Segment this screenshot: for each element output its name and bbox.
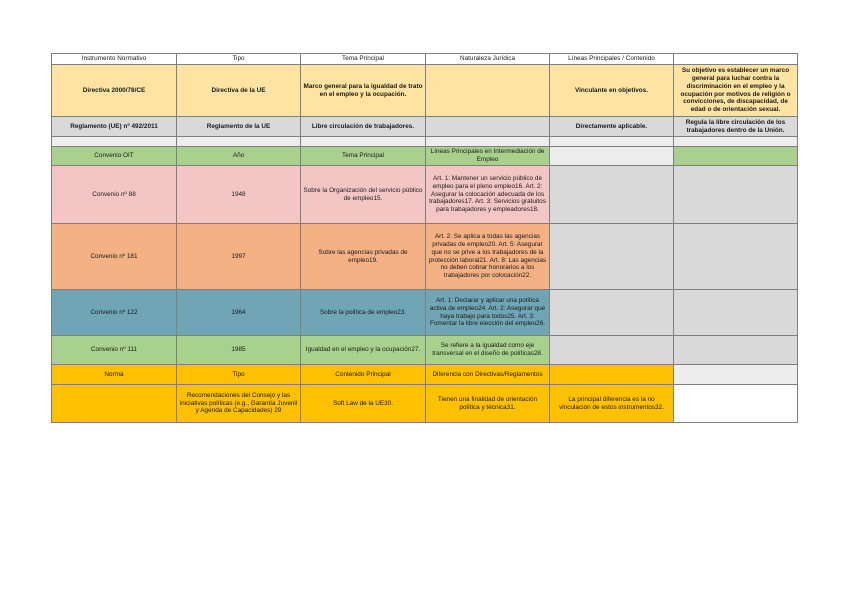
header-cell-instrumento: Instrumento Normativo: [52, 54, 177, 65]
table-row: [52, 290, 798, 336]
norma-header-cell: Tipo: [177, 365, 301, 385]
header-row: [52, 54, 798, 65]
oit-header-cell: [674, 147, 798, 166]
header-cell-empty: [674, 54, 798, 65]
topic-cell: Sobre la política de empleo23.: [301, 290, 426, 336]
content-cell: Regula la libre circulación de los trabajadores dentro de la Unión.: [674, 117, 798, 137]
table-row: [52, 385, 798, 423]
lines-cell: Art. 1: Declarar y aplicar una política activa de empleo24. Art. 2: Asegurar que haya trabajo para todos25. Art. 3: Fomentar la libre elección del empleo26.: [426, 290, 550, 336]
convention-name-cell: Convenio nº 111: [52, 336, 177, 365]
header-cell-tema: Tema Principal: [301, 54, 426, 65]
header-cell-tipo: Tipo: [177, 54, 301, 65]
type-cell: Reglamento de la UE: [177, 117, 301, 137]
topic-cell: Sobre las agencias privadas de empleo19.: [301, 224, 426, 290]
norma-header-cell: Contenido Principal: [301, 365, 426, 385]
empty-cell: [301, 137, 426, 147]
norm-name-cell: [52, 385, 177, 423]
convention-name-cell: Convenio nº 181: [52, 224, 177, 290]
norm-type-cell: Recomendaciones del Consejo y las iniciativas políticas (e.g., Garantía Juvenil y Agenda de Capacidades) 29: [177, 385, 301, 423]
lines-cell: Art. 2: Se aplica a todas las agencias privadas de empleo20. Art. 5: Asegurar que no se prive a los trabajadores de la protección laboral21. Art. 8: Las agencias no deben cobrar honorarios a los trabajadores por colocación22.: [426, 224, 550, 290]
empty-cell: [177, 137, 301, 147]
oit-header-cell: Líneas Principales en Intermediación de Empleo: [426, 147, 550, 166]
oit-header-cell: Tema Principal: [301, 147, 426, 166]
norma-header-row: [52, 365, 798, 385]
empty-cell: [52, 137, 177, 147]
topic-cell: Marco general para la igualdad de trato en el empleo y la ocupación.: [301, 65, 426, 117]
empty-cell: [674, 224, 798, 290]
header-cell-naturaleza: Naturaleza Jurídica: [426, 54, 550, 65]
instrument-cell: Directiva 2000/78/CE: [52, 65, 177, 117]
convention-name-cell: Convenio nº 88: [52, 166, 177, 224]
topic-cell: Igualdad en el empleo y la ocupación27.: [301, 336, 426, 365]
empty-cell: [674, 385, 798, 423]
oit-header-row: [52, 147, 798, 166]
empty-cell: [674, 336, 798, 365]
convention-name-cell: Convenio nº 122: [52, 290, 177, 336]
empty-cell: [674, 166, 798, 224]
table-row: [52, 224, 798, 290]
empty-cell: [550, 224, 674, 290]
empty-cell: [550, 137, 674, 147]
table-row: [52, 166, 798, 224]
type-cell: Directiva de la UE: [177, 65, 301, 117]
spacer-row: [52, 137, 798, 147]
topic-cell: Libre circulación de trabajadores.: [301, 117, 426, 137]
nature-cell: [426, 117, 550, 137]
lines-cell: Directamente aplicable.: [550, 117, 674, 137]
empty-cell: [550, 147, 674, 166]
oit-header-cell: Convenio OIT: [52, 147, 177, 166]
lines-cell: Se refiere a la igualdad como eje transversal en el diseño de políticas28.: [426, 336, 550, 365]
content-cell: Su objetivo es establecer un marco general para luchar contra la discriminación en el empleo y la ocupación por motivos de religión o convicciones, de discapacidad, de edad o de orientación sexual.: [674, 65, 798, 117]
lines-cell: Art. 1: Mantener un servicio público de empleo para el pleno empleo16. Art. 2: Asegurar la colocación adecuada de los trabajadores17. Art. 3: Servicios gratuitos para trabajadores y empleadores18.: [426, 166, 550, 224]
header-cell-lineas: Líneas Principales / Contenido: [550, 54, 674, 65]
legal-instruments-table: [51, 53, 798, 423]
empty-cell: [550, 166, 674, 224]
empty-cell: [674, 137, 798, 147]
year-cell: 1964: [177, 290, 301, 336]
norma-header-cell: Norma: [52, 365, 177, 385]
empty-cell: [674, 290, 798, 336]
nature-cell: [426, 65, 550, 117]
norma-header-cell: Diferencia con Directivas/Reglamentos: [426, 365, 550, 385]
empty-cell: [550, 290, 674, 336]
lines-cell: Vinculante en objetivos.: [550, 65, 674, 117]
oit-header-cell: Año: [177, 147, 301, 166]
year-cell: 1948: [177, 166, 301, 224]
year-cell: 1985: [177, 336, 301, 365]
instrument-cell: Reglamento (UE) nº 492/2011: [52, 117, 177, 137]
norma-header-cell: [550, 365, 674, 385]
norm-difference-cell: Tienen una finalidad de orientación política y técnica31.: [426, 385, 550, 423]
table-row: [52, 117, 798, 137]
empty-cell: [674, 365, 798, 385]
table-row: [52, 65, 798, 117]
year-cell: 1997: [177, 224, 301, 290]
norm-main-difference-cell: La principal diferencia es la no vinculación de estos instrumentos32.: [550, 385, 674, 423]
topic-cell: Sobre la Organización del servicio público de empleo15.: [301, 166, 426, 224]
table-row: [52, 336, 798, 365]
empty-cell: [426, 137, 550, 147]
norm-content-cell: Soft Law de la UE30.: [301, 385, 426, 423]
empty-cell: [550, 336, 674, 365]
